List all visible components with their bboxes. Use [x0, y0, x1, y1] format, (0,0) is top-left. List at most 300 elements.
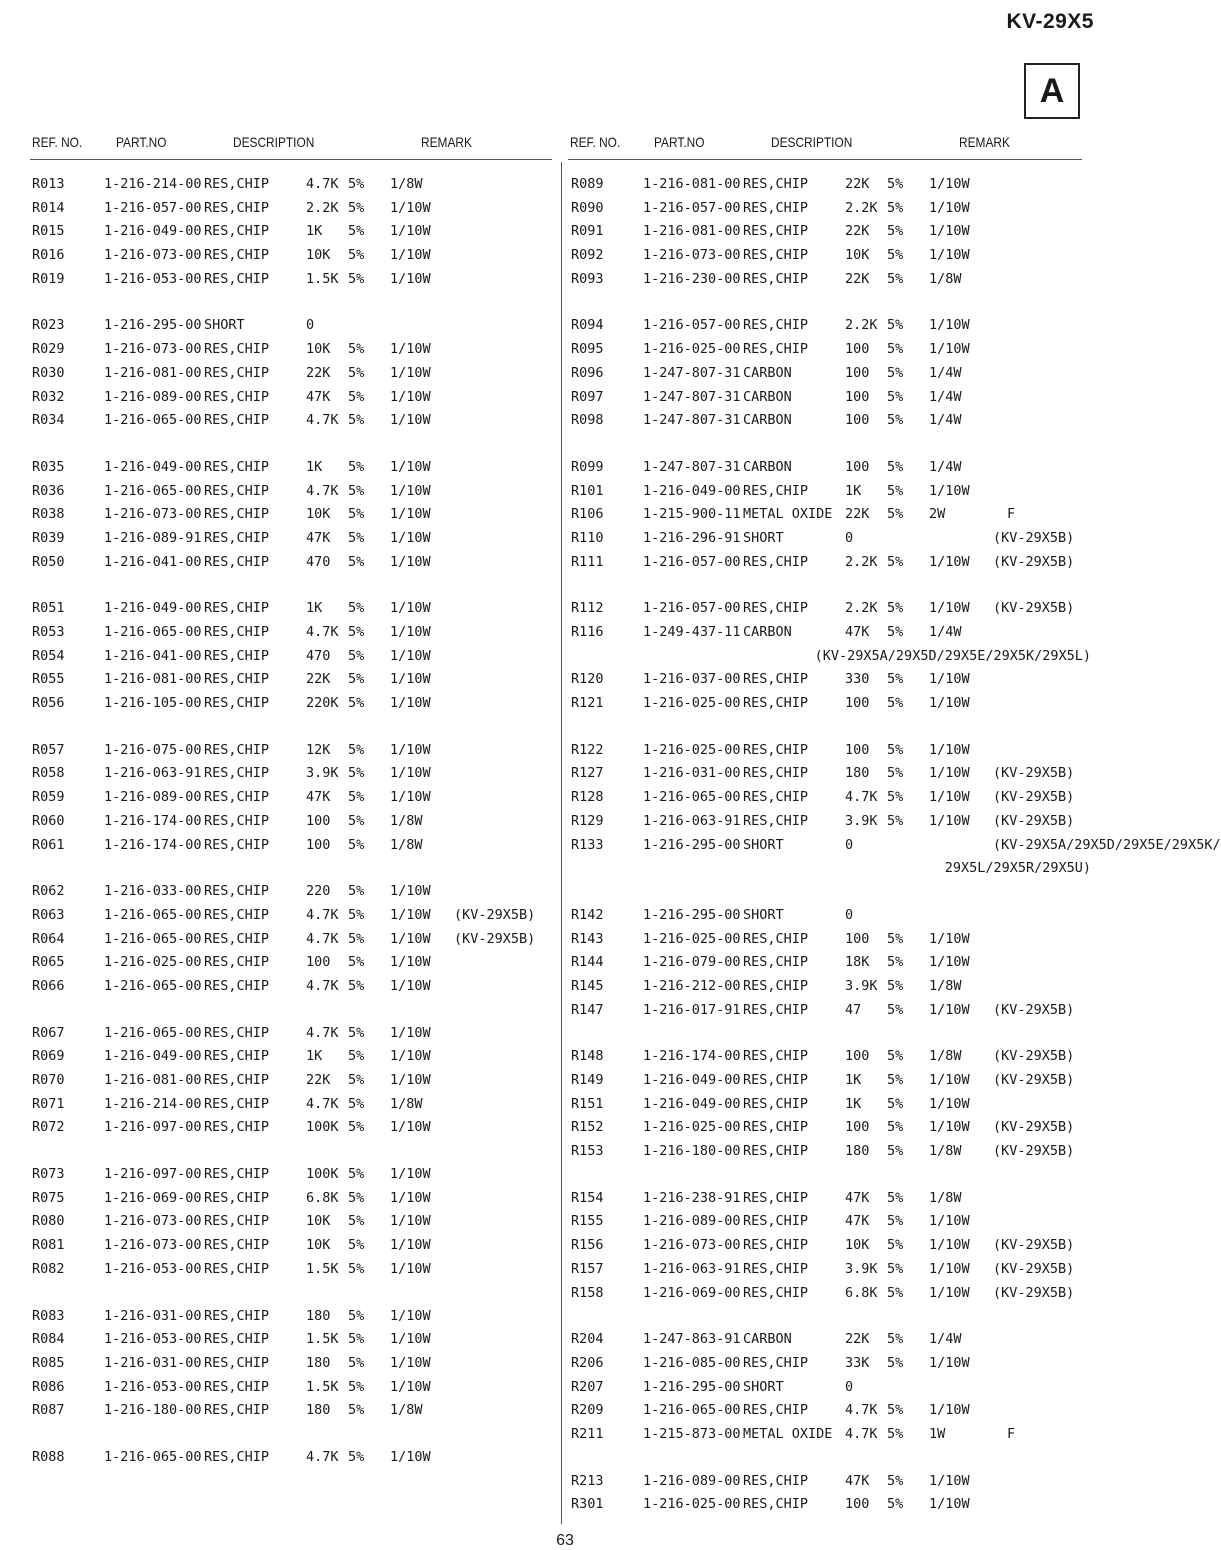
part-rem: (KV-29X5B)	[993, 553, 1075, 570]
part-tol: 5%	[348, 1378, 365, 1395]
part-val: 2.2K	[845, 553, 878, 570]
part-val: 1K	[306, 458, 323, 475]
part-part: 1-216-073-00	[643, 1237, 741, 1254]
section-label-box: A	[1024, 63, 1080, 119]
part-desc: RES,CHIP	[204, 1378, 270, 1395]
part-tol: 5%	[887, 1189, 904, 1206]
part-ref: R111	[571, 553, 604, 570]
part-row	[571, 244, 1111, 268]
part-val: 4.7K	[306, 930, 339, 947]
part-ref: R110	[571, 529, 604, 546]
part-part: 1-216-174-00	[104, 812, 202, 829]
part-desc: RES,CHIP	[743, 789, 809, 806]
part-ref: R098	[571, 412, 604, 429]
part-desc: RES,CHIP	[204, 341, 270, 358]
part-desc: RES,CHIP	[204, 1095, 270, 1112]
part-part: 1-216-063-91	[643, 1260, 741, 1277]
part-desc: RES,CHIP	[204, 883, 270, 900]
part-row	[32, 551, 572, 575]
part-tol: 5%	[887, 977, 904, 994]
part-rem: (KV-29X5B)	[993, 1143, 1075, 1160]
parts-group	[32, 456, 572, 574]
part-pwr: 1/10W	[929, 199, 970, 216]
part-row	[32, 880, 572, 904]
parts-group	[571, 1045, 1111, 1163]
part-pwr: 1/10W	[390, 553, 431, 570]
part-tol: 5%	[348, 199, 365, 216]
part-ref: R206	[571, 1354, 604, 1371]
part-val: 22K	[845, 223, 870, 240]
parts-group	[571, 173, 1111, 291]
part-pwr: 1/10W	[390, 954, 431, 971]
part-desc: RES,CHIP	[204, 1354, 270, 1371]
part-part: 1-216-214-00	[104, 1095, 202, 1112]
part-ref: R069	[32, 1048, 65, 1065]
part-part: 1-216-097-00	[104, 1166, 202, 1183]
part-ref: R085	[32, 1354, 65, 1371]
part-row	[571, 1352, 1111, 1376]
part-val: 2.2K	[845, 317, 878, 334]
parts-group	[571, 1470, 1111, 1517]
part-desc: RES,CHIP	[743, 1496, 809, 1513]
part-val: 22K	[845, 1331, 870, 1348]
part-desc: RES,CHIP	[743, 223, 809, 240]
part-part: 1-216-069-00	[104, 1189, 202, 1206]
part-row	[32, 645, 572, 669]
part-val: 180	[306, 1307, 331, 1324]
part-val: 10K	[845, 1237, 870, 1254]
part-part: 1-216-089-00	[643, 1213, 741, 1230]
part-rem: (KV-29X5B)	[993, 600, 1075, 617]
part-pwr: 1/10W	[390, 1072, 431, 1088]
part-desc: RES,CHIP	[204, 624, 270, 640]
part-part: 1-216-089-00	[104, 388, 202, 405]
part-val: 47K	[306, 529, 331, 546]
part-desc: RES,CHIP	[204, 199, 270, 216]
part-tol: 5%	[348, 1260, 365, 1277]
part-pwr: 1/10W	[390, 695, 431, 712]
part-row	[571, 527, 1111, 551]
part-tol: 5%	[887, 1119, 904, 1136]
part-val: 2.2K	[306, 199, 339, 216]
part-pwr: 1/8W	[390, 176, 423, 192]
part-desc: RES,CHIP	[204, 954, 270, 971]
right-header-desc: DESCRIPTION	[771, 134, 853, 150]
part-tol: 5%	[887, 624, 904, 640]
part-part: 1-216-073-00	[643, 247, 741, 264]
part-row	[32, 244, 572, 268]
part-desc: RES,CHIP	[743, 482, 809, 499]
part-part: 1-216-180-00	[643, 1143, 741, 1160]
part-part: 1-216-033-00	[104, 883, 202, 900]
part-tol: 5%	[348, 930, 365, 947]
part-pwr: 1/10W	[929, 341, 970, 358]
part-val: 10K	[306, 1213, 331, 1230]
part-val: 100	[845, 1496, 870, 1513]
part-part: 1-216-174-00	[104, 836, 202, 853]
part-rem: (KV-29X5B)	[454, 906, 536, 923]
part-val: 0	[845, 1378, 854, 1395]
part-val: 100	[306, 954, 331, 971]
part-part: 1-216-053-00	[104, 1331, 202, 1348]
part-part: 1-216-049-00	[643, 1095, 741, 1112]
part-val: 100	[845, 1119, 870, 1136]
part-pwr: 1/4W	[929, 388, 962, 405]
part-ref: R213	[571, 1472, 604, 1489]
part-desc: RES,CHIP	[204, 765, 270, 782]
part-val: 4.7K	[306, 1448, 339, 1465]
parts-group	[32, 597, 572, 715]
part-pwr: 1/10W	[390, 529, 431, 546]
part-ref: R089	[571, 176, 604, 192]
part-pwr: 1/8W	[929, 1048, 962, 1065]
part-val: 4.7K	[306, 1024, 339, 1041]
part-ref: R083	[32, 1307, 65, 1324]
part-pwr: 1/10W	[929, 1072, 970, 1088]
part-desc: RES,CHIP	[743, 741, 809, 758]
model-number: KV-29X5	[1006, 10, 1094, 33]
part-tol: 5%	[348, 765, 365, 782]
part-row	[32, 1328, 572, 1352]
part-part: 1-216-031-00	[104, 1307, 202, 1324]
part-val: 1K	[845, 1095, 862, 1112]
part-row	[571, 173, 1111, 197]
part-desc: RES,CHIP	[743, 199, 809, 216]
part-pwr: 1/10W	[390, 247, 431, 264]
part-ref: R129	[571, 812, 604, 829]
part-val: 47K	[306, 789, 331, 806]
part-part: 1-216-065-00	[104, 1024, 202, 1041]
part-desc: RES,CHIP	[204, 270, 270, 287]
part-part: 1-216-049-00	[104, 1048, 202, 1065]
part-val: 4.7K	[306, 906, 339, 923]
part-desc: METAL OXIDE	[743, 506, 833, 523]
left-parts-column	[32, 173, 572, 1493]
part-desc: SHORT	[743, 1378, 784, 1395]
part-val: 100	[845, 930, 870, 947]
part-desc: RES,CHIP	[743, 1237, 809, 1254]
part-ref: R016	[32, 247, 65, 264]
part-ref: R038	[32, 506, 65, 523]
part-pwr: 1/10W	[929, 1354, 970, 1371]
part-ref: R149	[571, 1072, 604, 1088]
part-ref: R096	[571, 364, 604, 381]
part-tol: 5%	[887, 1237, 904, 1254]
part-row	[32, 268, 572, 292]
part-desc: RES,CHIP	[204, 412, 270, 429]
part-tol: 5%	[348, 529, 365, 546]
part-val: 1K	[306, 600, 323, 617]
part-ref: R055	[32, 671, 65, 688]
part-val: 100	[845, 458, 870, 475]
part-desc: RES,CHIP	[204, 1072, 270, 1088]
part-ref: R093	[571, 270, 604, 287]
part-desc: RES,CHIP	[204, 1189, 270, 1206]
part-val: 18K	[845, 954, 870, 971]
part-desc: RES,CHIP	[743, 1354, 809, 1371]
part-tol: 5%	[348, 1354, 365, 1371]
part-desc: SHORT	[204, 317, 245, 334]
part-row	[32, 786, 572, 810]
part-pwr: 1/4W	[929, 364, 962, 381]
part-part: 1-216-214-00	[104, 176, 202, 192]
part-pwr: 1/10W	[929, 600, 970, 617]
part-desc: RES,CHIP	[743, 1189, 809, 1206]
part-pwr: 1/10W	[390, 1048, 431, 1065]
parts-group	[32, 1022, 572, 1140]
part-part: 1-247-807-31	[643, 388, 741, 405]
part-row	[571, 1423, 1111, 1447]
part-pwr: 1/10W	[390, 1119, 431, 1136]
part-desc: RES,CHIP	[204, 1237, 270, 1254]
part-row	[32, 692, 572, 716]
part-tol: 5%	[348, 954, 365, 971]
part-desc: RES,CHIP	[204, 506, 270, 523]
part-ref: R152	[571, 1119, 604, 1136]
part-row	[32, 1352, 572, 1376]
part-part: 1-216-296-91	[643, 529, 741, 546]
part-part: 1-216-075-00	[104, 741, 202, 758]
part-tol: 5%	[348, 176, 365, 192]
part-part: 1-247-807-31	[643, 458, 741, 475]
part-val: 180	[845, 765, 870, 782]
part-desc: RES,CHIP	[743, 1213, 809, 1230]
part-part: 1-216-174-00	[643, 1048, 741, 1065]
parts-group	[571, 1187, 1111, 1305]
part-tol: 5%	[348, 1237, 365, 1254]
part-pwr: 1/10W	[390, 1189, 431, 1206]
part-part: 1-216-065-00	[104, 930, 202, 947]
part-tol: 5%	[887, 506, 904, 523]
part-row	[32, 386, 572, 410]
part-ref: R127	[571, 765, 604, 782]
part-part: 1-216-065-00	[643, 1402, 741, 1419]
part-row	[571, 1399, 1111, 1423]
part-pwr: 1/10W	[929, 1472, 970, 1489]
part-desc: SHORT	[743, 529, 784, 546]
part-part: 1-216-057-00	[643, 553, 741, 570]
part-desc: RES,CHIP	[204, 1307, 270, 1324]
part-ref: R091	[571, 223, 604, 240]
part-val: 100	[306, 812, 331, 829]
part-row	[32, 739, 572, 763]
part-part: 1-215-873-00	[643, 1425, 741, 1442]
part-pwr: 1/10W	[390, 223, 431, 240]
part-tol: 5%	[887, 1260, 904, 1277]
part-tol: 5%	[348, 1048, 365, 1065]
part-pwr: 1/10W	[390, 883, 431, 900]
part-row	[32, 503, 572, 527]
part-ref: R065	[32, 954, 65, 971]
part-row	[32, 362, 572, 386]
part-row	[32, 1187, 572, 1211]
part-tol: 5%	[887, 1472, 904, 1489]
part-pwr: 1/10W	[929, 671, 970, 688]
part-row	[32, 1163, 572, 1187]
part-tol: 5%	[887, 741, 904, 758]
part-desc: RES,CHIP	[204, 695, 270, 712]
part-row	[571, 386, 1111, 410]
part-tol: 5%	[348, 1331, 365, 1348]
part-ref: R019	[32, 270, 65, 287]
part-row	[32, 197, 572, 221]
part-val: 100K	[306, 1119, 339, 1136]
part-pwr: 1W	[929, 1425, 946, 1442]
part-ref: R204	[571, 1331, 604, 1348]
part-row	[32, 668, 572, 692]
part-part: 1-216-063-91	[643, 812, 741, 829]
part-part: 1-216-025-00	[643, 741, 741, 758]
part-ref: R050	[32, 553, 65, 570]
part-val: 100	[845, 364, 870, 381]
part-val: 100	[845, 412, 870, 429]
part-desc: RES,CHIP	[743, 1072, 809, 1088]
part-pwr: 1/4W	[929, 412, 962, 429]
part-part: 1-216-073-00	[104, 506, 202, 523]
part-desc: RES,CHIP	[743, 1284, 809, 1301]
parts-group	[32, 314, 572, 432]
part-desc: SHORT	[743, 836, 784, 853]
part-ref: R207	[571, 1378, 604, 1395]
part-val: 100	[845, 341, 870, 358]
part-rem: (KV-29X5B)	[993, 1072, 1075, 1088]
part-ref: R133	[571, 836, 604, 853]
part-ref: R157	[571, 1260, 604, 1277]
part-row	[32, 480, 572, 504]
part-val: 22K	[845, 270, 870, 287]
part-rem: (KV-29X5B)	[993, 812, 1075, 829]
part-tol: 5%	[348, 1213, 365, 1230]
part-val: 4.7K	[306, 1095, 339, 1112]
part-part: 1-216-025-00	[104, 954, 202, 971]
part-pwr: 1/8W	[929, 977, 962, 994]
part-desc: RES,CHIP	[204, 553, 270, 570]
part-desc: RES,CHIP	[743, 1472, 809, 1489]
part-pwr: 1/10W	[929, 765, 970, 782]
part-rem: (KV-29X5B)	[993, 1260, 1075, 1277]
parts-group	[571, 597, 1111, 715]
part-ref: R063	[32, 906, 65, 923]
part-desc: RES,CHIP	[743, 553, 809, 570]
part-tol: 5%	[887, 1284, 904, 1301]
part-tol: 5%	[348, 553, 365, 570]
part-row	[571, 928, 1111, 952]
left-header-remark: REMARK	[421, 134, 472, 150]
part-tol: 5%	[348, 1166, 365, 1183]
part-part: 1-216-295-00	[643, 906, 741, 923]
part-part: 1-216-097-00	[104, 1119, 202, 1136]
part-row	[571, 1258, 1111, 1282]
part-row	[32, 928, 572, 952]
parts-group	[32, 880, 572, 998]
part-part: 1-216-025-00	[643, 695, 741, 712]
part-ref: R112	[571, 600, 604, 617]
part-pwr: 1/10W	[390, 388, 431, 405]
left-header-rule	[30, 159, 552, 160]
part-pwr: 1/8W	[390, 812, 423, 829]
part-pwr: 1/8W	[929, 270, 962, 287]
part-ref: R148	[571, 1048, 604, 1065]
part-val: 3.9K	[845, 1260, 878, 1277]
part-tol: 5%	[887, 199, 904, 216]
part-part: 1-215-900-11	[643, 506, 741, 523]
part-desc: METAL OXIDE	[743, 1425, 833, 1442]
part-row	[571, 480, 1111, 504]
part-row	[32, 173, 572, 197]
part-desc: RES,CHIP	[743, 1260, 809, 1277]
part-desc: RES,CHIP	[743, 1119, 809, 1136]
part-tol: 5%	[348, 741, 365, 758]
right-header-part: PART.NO	[654, 134, 705, 150]
part-pwr: 1/4W	[929, 624, 962, 640]
part-part: 1-216-073-00	[104, 341, 202, 358]
part-row	[571, 503, 1111, 527]
part-ref: R095	[571, 341, 604, 358]
part-ref: R032	[32, 388, 65, 405]
part-part: 1-216-081-00	[104, 364, 202, 381]
part-val: 100	[845, 695, 870, 712]
part-val: 330	[845, 671, 870, 688]
part-tol: 5%	[887, 1072, 904, 1088]
part-val: 3.9K	[845, 812, 878, 829]
part-desc: RES,CHIP	[743, 977, 809, 994]
part-ref: R211	[571, 1425, 604, 1442]
part-val: 1.5K	[306, 1378, 339, 1395]
part-ref: R035	[32, 458, 65, 475]
part-rem: (KV-29X5B)	[993, 765, 1075, 782]
part-pwr: 1/10W	[390, 458, 431, 475]
part-row	[32, 1093, 572, 1117]
part-tol: 5%	[887, 954, 904, 971]
part-pwr: 1/10W	[390, 624, 431, 640]
part-tol: 5%	[348, 1402, 365, 1419]
part-tol: 5%	[348, 671, 365, 688]
part-ref: R128	[571, 789, 604, 806]
part-pwr: 1/10W	[390, 412, 431, 429]
part-tol: 5%	[348, 647, 365, 664]
part-tol: 5%	[887, 1213, 904, 1230]
part-row	[571, 314, 1111, 338]
part-tol: 5%	[887, 412, 904, 429]
part-val: 3.9K	[845, 977, 878, 994]
part-tol: 5%	[348, 789, 365, 806]
part-ref: R039	[32, 529, 65, 546]
part-val: 47K	[845, 1189, 870, 1206]
part-val: 1K	[306, 1048, 323, 1065]
part-rem: (KV-29X5B)	[993, 1119, 1075, 1136]
part-desc: RES,CHIP	[743, 317, 809, 334]
part-desc: RES,CHIP	[743, 1095, 809, 1112]
part-part: 1-216-025-00	[643, 341, 741, 358]
part-ref: R080	[32, 1213, 65, 1230]
part-desc: RES,CHIP	[204, 1260, 270, 1277]
part-val: 1.5K	[306, 1260, 339, 1277]
part-row	[571, 197, 1111, 221]
part-val: 180	[845, 1143, 870, 1160]
part-tol: 5%	[348, 247, 365, 264]
part-row	[32, 338, 572, 362]
part-ref: R059	[32, 789, 65, 806]
part-ref: R071	[32, 1095, 65, 1112]
part-tol: 5%	[348, 270, 365, 287]
part-part: 1-216-057-00	[643, 600, 741, 617]
part-row	[571, 338, 1111, 362]
part-pwr: 1/10W	[390, 506, 431, 523]
part-ref: R088	[32, 1448, 65, 1465]
part-ref: R120	[571, 671, 604, 688]
part-ref: R053	[32, 624, 65, 640]
part-val: 22K	[306, 364, 331, 381]
